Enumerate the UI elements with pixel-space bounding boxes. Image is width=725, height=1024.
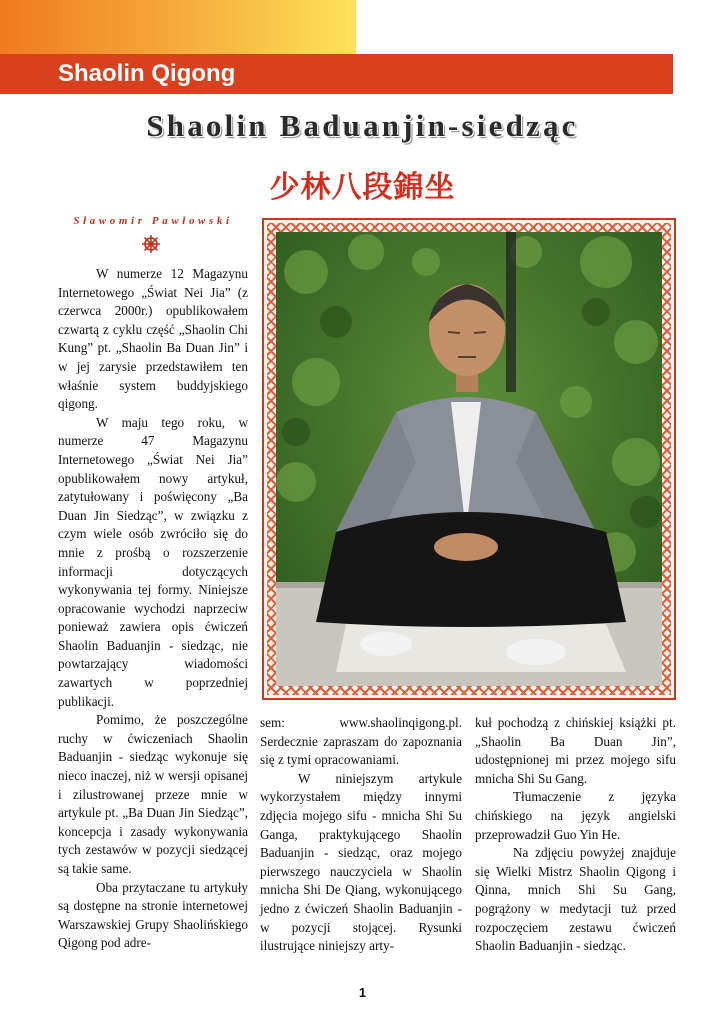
article-column-3 xyxy=(475,714,676,956)
paragraph: Tłumaczenie z języka chińskiego na język angielski przeprowadził Guo Yin He. xyxy=(475,789,676,842)
paragraph: kuł pochodzą z chińskiej książki pt. „Shaolin Ba Duan Jin”, udostępnionej mi przez mojego sifu mnicha Shi Su Gang. xyxy=(475,715,676,786)
article-title: Shaolin Baduanjin-siedząc xyxy=(146,108,579,143)
paragraph: W niniejszym artykule wykorzystałem między innymi zdjęcia mojego sifu - mnicha Shi Su Ganga, praktykującego Shaolin Baduanjin - siedząc, oraz mojego pierwszego nauczyciela w Shaolin mnicha Shi De Qiang, wykonującego jedno z ćwiczeń Shaolin Baduanjin - w pozycji stojącej. Rysunki ilustrujące niniejszy arty- xyxy=(260,770,462,954)
paragraph: Pomimo, że poszczególne ruchy w ćwiczeniach Shaolin Baduanjin - siedząc wykonuje się nieco inaczej, niż w wersji opisanej i zilustrowanej przeze mnie w artykule pt. „Ba Duan Jin Siedząc”, koncepcja i zasady wykonywania tych zestawów w pozycji siedzącej są takie same. xyxy=(58,712,248,876)
dharma-wheel-icon xyxy=(141,234,161,254)
paragraph: sem: www.shaolinqigong.pl. Serdecznie zapraszam do zapoznania się z tymi opracowaniami. xyxy=(260,715,462,768)
author-name: Sławomir Pawłowski xyxy=(73,215,233,227)
paragraph: W maju tego roku, w numerze 47 Magazynu Internetowego „Świat Nei Jia” opublikowałem nowy artykuł, zatytułowany i poświęcony „Ba Duan Jin Siedząc”, w związku z czym wiele osób zwróciło się do mnie z prośbą o rozszerzenie informacji dotyczących wykonywania tej formy. Niniejsze opracowanie wychodzi naprzeciw ponieważ zawiera opis ćwiczeń Shaolin Baduanjin - siedząc, nie powtarzający wiadomości zawartych w poprzedniej publikacji. xyxy=(58,414,248,709)
meditation-photo xyxy=(276,232,662,686)
page-number: 1 xyxy=(358,985,367,1000)
monk-meditating-image xyxy=(276,232,662,686)
article-subtitle-chinese: 少林八段錦坐 xyxy=(269,170,456,205)
photo-frame xyxy=(262,218,676,700)
section-banner xyxy=(0,54,673,94)
article-column-2 xyxy=(260,714,462,956)
paragraph: Oba przytaczane tu artykuły są dostępne na stronie internetowej Warszawskiej Grupy Shaolińskiego Qigong pod adre- xyxy=(58,879,248,951)
header-gradient xyxy=(0,0,356,54)
section-title: Shaolin Qigong xyxy=(58,60,236,87)
paragraph: Na zdjęciu powyżej znajduje się Wielki Mistrz Shaolin Qigong i Qinna, mnich Shi Su Gang, pogrążony w medytacji tuż przed rozpoczęciem zestawu ćwiczeń Shaolin Baduanjin - siedząc. xyxy=(475,845,676,954)
article-column-1 xyxy=(58,265,248,953)
paragraph: W numerze 12 Magazynu Internetowego „Świat Nei Jia” (z czerwca 2000r.) opublikowałem czwartą z cyklu część „Shaolin Chi Kung” pt. „Shaolin Ba Duan Jin” i w jej zarysie przedstawiłem ten właśnie system buddyjskiego qigong. xyxy=(58,266,248,412)
